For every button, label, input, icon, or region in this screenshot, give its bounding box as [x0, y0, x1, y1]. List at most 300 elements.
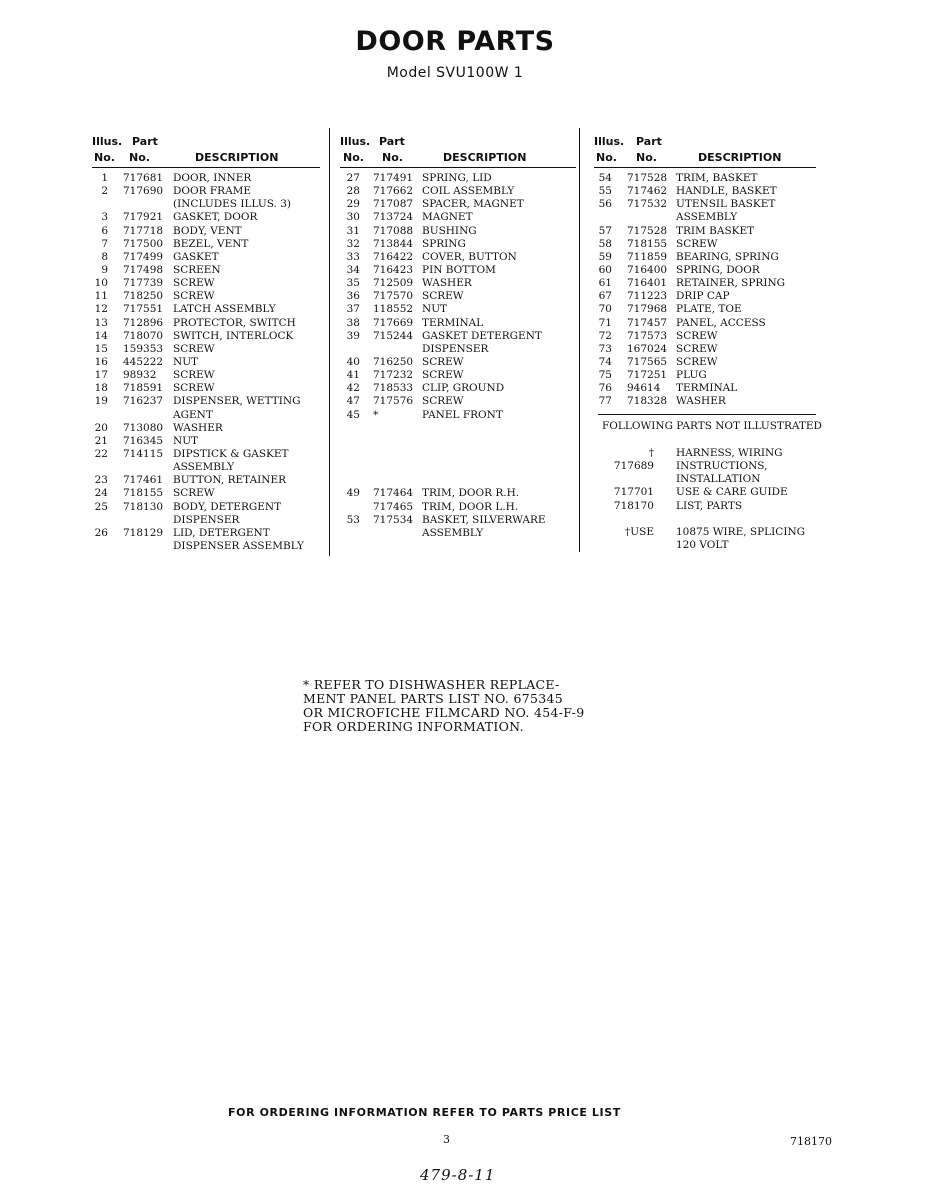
part-number: 718328: [627, 395, 668, 408]
table-row: [92, 225, 320, 238]
part-description: ASSEMBLY: [173, 461, 235, 474]
part-number: 716345: [123, 434, 164, 447]
part-description: PANEL FRONT: [422, 408, 503, 421]
table-row: [340, 514, 576, 527]
part-description: INSTALLATION: [676, 473, 761, 486]
part-description: SCREW: [173, 342, 215, 355]
part-number: 717457: [627, 316, 668, 329]
table-row: [92, 264, 320, 277]
table-row: [594, 539, 816, 552]
part-header: Part: [132, 135, 158, 148]
table-row: [92, 303, 320, 316]
illus-number: 72: [598, 329, 612, 342]
table-row: [92, 527, 320, 540]
note-line: OR MICROFICHE FILMCARD NO. 454-F-9: [303, 705, 585, 720]
part-description: SPACER, MAGNET: [422, 198, 524, 211]
part-number: 98932: [123, 369, 157, 382]
table-row: [594, 486, 816, 499]
part-description: BODY, VENT: [173, 224, 242, 237]
part-description: GASKET: [173, 250, 219, 263]
part-description: ASSEMBLY: [422, 526, 484, 539]
part-number: 718130: [123, 500, 164, 513]
illus-number: 39: [346, 329, 360, 342]
part-number: 718250: [123, 290, 164, 303]
not-illustrated-heading: FOLLOWING PARTS NOT ILLUSTRATED: [602, 420, 822, 432]
illus-number: 29: [346, 198, 360, 211]
table-row: [92, 369, 320, 382]
table-row: [92, 409, 320, 422]
part-description: WASHER: [422, 277, 472, 290]
illus-number: 22: [94, 447, 108, 460]
part-number: 717528: [627, 172, 668, 184]
illus-header: Illus.: [594, 135, 625, 148]
illus-no-header: No.: [596, 151, 617, 164]
illus-number: 74: [598, 355, 612, 368]
part-number: 718070: [123, 329, 164, 342]
table-row: [340, 238, 576, 251]
page-title: DOOR PARTS: [355, 26, 555, 57]
part-number: 712509: [373, 277, 414, 290]
ordering-footer: FOR ORDERING INFORMATION REFER TO PARTS PRICE LIST: [228, 1106, 621, 1119]
illus-number: 30: [346, 211, 360, 224]
part-description: PROTECTOR, SWITCH: [173, 316, 296, 329]
part-description: SPRING: [422, 237, 466, 250]
part-description: TERMINAL: [676, 382, 738, 395]
table-row: [594, 172, 816, 185]
table-row: [340, 211, 576, 224]
illus-number: 6: [101, 224, 108, 237]
part-description: USE & CARE GUIDE: [676, 486, 788, 499]
table-row: [340, 290, 576, 303]
part-description: SWITCH, INTERLOCK: [173, 329, 294, 342]
part-number: 717681: [123, 172, 164, 184]
handwritten-annotation: 479-8-11: [420, 1166, 496, 1184]
part-number: 718155: [627, 237, 668, 250]
part-description: DIPSTICK & GASKET: [173, 447, 289, 460]
part-number: 716422: [373, 250, 414, 263]
part-number: 717701: [613, 486, 654, 499]
part-description: DISPENSER: [422, 342, 489, 355]
column-divider: [329, 128, 330, 556]
table-row: [92, 198, 320, 211]
table-row: [594, 395, 816, 408]
description-header: DESCRIPTION: [698, 151, 782, 164]
part-description: HARNESS, WIRING: [676, 447, 783, 459]
not-illustrated-list: [594, 447, 816, 552]
table-row: [340, 409, 576, 422]
table-row: [594, 198, 816, 211]
part-number: 717534: [373, 513, 414, 526]
illus-header: Illus.: [92, 135, 123, 148]
table-row: [340, 422, 576, 435]
table-row: [594, 264, 816, 277]
part-number: 717576: [373, 395, 414, 408]
part-description: SCREW: [676, 329, 718, 342]
part-description: PLUG: [676, 369, 707, 382]
illus-number: 45: [346, 408, 360, 421]
table-row: [594, 317, 816, 330]
table-row: [340, 277, 576, 290]
table-row: [92, 461, 320, 474]
table-row: [340, 474, 576, 487]
part-description: NUT: [173, 355, 199, 368]
table-row: [340, 303, 576, 316]
part-number: 714115: [123, 447, 164, 460]
table-row: [594, 343, 816, 356]
illus-number: 60: [598, 263, 612, 276]
part-number: 94614: [627, 382, 661, 395]
illus-number: 49: [346, 487, 360, 500]
table-row: [92, 238, 320, 251]
illus-number: 59: [598, 250, 612, 263]
part-number: 718155: [123, 487, 164, 500]
illus-number: 19: [94, 395, 108, 408]
part-description: LIST, PARTS: [676, 499, 743, 512]
table-row: [92, 185, 320, 198]
illus-number: 2: [101, 185, 108, 198]
part-number: 717464: [373, 487, 414, 500]
illus-number: 26: [94, 526, 108, 539]
part-number: 717251: [627, 369, 668, 382]
part-no-header: No.: [382, 151, 403, 164]
illus-number: 28: [346, 185, 360, 198]
part-number: 711859: [627, 250, 668, 263]
table-row: [594, 330, 816, 343]
part-number: †: [648, 447, 654, 459]
part-no-header: No.: [636, 151, 657, 164]
part-description: NUT: [422, 303, 448, 316]
note-line: * REFER TO DISHWASHER REPLACE-: [303, 677, 560, 692]
description-header: DESCRIPTION: [195, 151, 279, 164]
table-row: [594, 238, 816, 251]
illus-number: 21: [94, 434, 108, 447]
part-number: 717662: [373, 185, 414, 198]
table-row: [92, 395, 320, 408]
part-description: 120 VOLT: [676, 538, 729, 551]
part-description: 10875 WIRE, SPLICING: [676, 525, 806, 538]
part-number: 716423: [373, 263, 414, 276]
part-header: Part: [636, 135, 662, 148]
illus-number: 27: [346, 172, 360, 184]
part-description: TRIM BASKET: [676, 224, 755, 237]
part-description: LATCH ASSEMBLY: [173, 303, 276, 316]
table-row: [340, 395, 576, 408]
illus-no-header: No.: [343, 151, 364, 164]
table-row: [594, 500, 816, 513]
part-description: BUSHING: [422, 224, 477, 237]
table-row: [594, 225, 816, 238]
illus-number: 10: [94, 277, 108, 290]
parts-column-2: [340, 135, 576, 540]
part-number: 717499: [123, 250, 164, 263]
illus-number: 38: [346, 316, 360, 329]
part-description: SCREW: [173, 382, 215, 395]
part-description: AGENT: [173, 408, 213, 421]
table-row: [340, 527, 576, 540]
illus-header: Illus.: [340, 135, 371, 148]
part-description: CLIP, GROUND: [422, 382, 505, 395]
table-row: [594, 369, 816, 382]
part-description: PIN BOTTOM: [422, 263, 496, 276]
part-description: BUTTON, RETAINER: [173, 474, 287, 487]
part-number: 717573: [627, 329, 668, 342]
part-number: 717718: [123, 224, 164, 237]
illus-number: 20: [94, 421, 108, 434]
part-number: 716237: [123, 395, 164, 408]
part-description: DRIP CAP: [676, 290, 730, 303]
illus-no-header: No.: [94, 151, 115, 164]
table-row: [92, 474, 320, 487]
part-number: 159353: [123, 342, 164, 355]
part-number: 718129: [123, 526, 164, 539]
illus-number: 3: [101, 211, 108, 224]
part-description: BEZEL, VENT: [173, 237, 249, 250]
table-row: [92, 448, 320, 461]
part-number: 715244: [373, 329, 414, 342]
illus-number: 54: [598, 172, 612, 184]
table-row: [92, 317, 320, 330]
illus-number: 76: [598, 382, 612, 395]
illus-number: 33: [346, 250, 360, 263]
table-row: [340, 343, 576, 356]
part-number: 717528: [627, 224, 668, 237]
illus-number: 34: [346, 263, 360, 276]
part-description: DOOR, INNER: [173, 172, 252, 184]
part-number: 717690: [123, 185, 164, 198]
parts-column-3: [594, 135, 816, 409]
parts-rows: [340, 172, 576, 540]
table-row: [92, 330, 320, 343]
column-header: [594, 135, 816, 168]
part-description: GASKET DETERGENT: [422, 329, 542, 342]
part-description: HANDLE, BASKET: [676, 185, 777, 198]
part-number: 717570: [373, 290, 414, 303]
part-number: 713844: [373, 237, 414, 250]
part-description: SCREW: [173, 369, 215, 382]
parts-rows: [594, 172, 816, 409]
part-number: 717232: [373, 369, 414, 382]
part-description: SCREW: [676, 237, 718, 250]
illus-number: 18: [94, 382, 108, 395]
page-number: 3: [443, 1133, 450, 1146]
part-description: INSTRUCTIONS,: [676, 460, 768, 473]
illus-number: 1: [101, 172, 108, 184]
part-description: DOOR FRAME: [173, 185, 252, 198]
part-description: SPRING, LID: [422, 172, 492, 184]
table-row: [340, 435, 576, 448]
table-row: [92, 343, 320, 356]
illus-number: 41: [346, 369, 360, 382]
table-row: [340, 382, 576, 395]
illus-number: 17: [94, 369, 108, 382]
part-number: *: [373, 408, 379, 421]
table-row: [594, 303, 816, 316]
illus-number: 70: [598, 303, 612, 316]
part-number: 717462: [627, 185, 668, 198]
part-number: †USE: [625, 525, 654, 538]
illus-number: 25: [94, 500, 108, 513]
divider: [598, 414, 816, 415]
table-row: [594, 447, 816, 460]
table-row: [92, 211, 320, 224]
illus-number: 73: [598, 342, 612, 355]
part-number: 717565: [627, 355, 668, 368]
part-description: SCREW: [422, 395, 464, 408]
part-number: 118552: [373, 303, 414, 316]
illus-number: 67: [598, 290, 612, 303]
part-number: 713080: [123, 421, 164, 434]
part-description: SCREW: [173, 487, 215, 500]
table-row: [92, 540, 320, 553]
table-row: [340, 264, 576, 277]
part-number: 717461: [123, 474, 164, 487]
part-description: UTENSIL BASKET: [676, 198, 776, 211]
part-number: 711223: [627, 290, 668, 303]
part-description: SPRING, DOOR: [676, 263, 760, 276]
part-description: LID, DETERGENT: [173, 526, 270, 539]
illus-number: 47: [346, 395, 360, 408]
illus-number: 37: [346, 303, 360, 316]
part-number: 445222: [123, 355, 164, 368]
table-row: [594, 513, 816, 526]
table-row: [594, 185, 816, 198]
part-number: 712896: [123, 316, 164, 329]
part-description: TRIM, BASKET: [676, 172, 758, 184]
illus-number: 13: [94, 316, 108, 329]
table-row: [594, 211, 816, 224]
table-row: [594, 251, 816, 264]
table-row: [340, 317, 576, 330]
illus-number: 56: [598, 198, 612, 211]
illus-number: 55: [598, 185, 612, 198]
part-description: DISPENSER ASSEMBLY: [173, 539, 304, 552]
table-row: [340, 198, 576, 211]
part-description: PANEL, ACCESS: [676, 316, 766, 329]
part-description: SCREW: [676, 355, 718, 368]
part-number: 717921: [123, 211, 164, 224]
illus-number: 61: [598, 277, 612, 290]
part-description: GASKET, DOOR: [173, 211, 258, 224]
table-row: [92, 514, 320, 527]
illus-number: 77: [598, 395, 612, 408]
part-description: TRIM, DOOR L.H.: [422, 500, 519, 513]
table-row: [594, 460, 816, 473]
part-description: DISPENSER, WETTING: [173, 395, 301, 408]
table-row: [340, 369, 576, 382]
note-line: MENT PANEL PARTS LIST NO. 675345: [303, 691, 563, 706]
parts-rows: [92, 172, 320, 553]
table-row: [92, 501, 320, 514]
part-description: NUT: [173, 434, 199, 447]
table-row: [340, 448, 576, 461]
table-row: [92, 487, 320, 500]
table-row: [340, 487, 576, 500]
part-description: ASSEMBLY: [676, 211, 738, 224]
part-number: 167024: [627, 342, 668, 355]
part-number: 717500: [123, 237, 164, 250]
table-row: [340, 356, 576, 369]
part-description: WASHER: [173, 421, 223, 434]
part-description: WASHER: [676, 395, 726, 408]
part-number: 717689: [613, 460, 654, 473]
replacement-panel-note: [303, 678, 584, 734]
illus-number: 53: [346, 513, 360, 526]
part-description: BODY, DETERGENT: [173, 500, 282, 513]
table-row: [92, 277, 320, 290]
part-description: BEARING, SPRING: [676, 250, 779, 263]
part-number: 717968: [627, 303, 668, 316]
description-header: DESCRIPTION: [443, 151, 527, 164]
part-number: 713724: [373, 211, 414, 224]
part-description: SCREW: [422, 355, 464, 368]
part-description: SCREW: [173, 290, 215, 303]
part-description: SCREW: [173, 277, 215, 290]
part-number: 718533: [373, 382, 414, 395]
table-row: [340, 172, 576, 185]
part-number: 716400: [627, 263, 668, 276]
part-description: MAGNET: [422, 211, 473, 224]
part-number: 716401: [627, 277, 668, 290]
part-description: TRIM, DOOR R.H.: [422, 487, 520, 500]
part-number: 717739: [123, 277, 164, 290]
part-description: DISPENSER: [173, 513, 240, 526]
table-row: [594, 277, 816, 290]
table-row: [92, 422, 320, 435]
part-number: 717551: [123, 303, 164, 316]
illus-number: 24: [94, 487, 108, 500]
table-row: [340, 225, 576, 238]
part-description: SCREW: [422, 290, 464, 303]
illus-number: 15: [94, 342, 108, 355]
part-description: TERMINAL: [422, 316, 484, 329]
table-row: [340, 461, 576, 474]
document-number: 718170: [790, 1135, 832, 1148]
part-number: 717498: [123, 263, 164, 276]
table-row: [92, 356, 320, 369]
part-number: 718591: [123, 382, 164, 395]
table-row: [92, 172, 320, 185]
part-number: 717088: [373, 224, 414, 237]
part-no-header: No.: [129, 151, 150, 164]
table-row: [594, 473, 816, 486]
illus-number: 71: [598, 316, 612, 329]
note-line: FOR ORDERING INFORMATION.: [303, 719, 524, 734]
illus-number: 36: [346, 290, 360, 303]
illus-number: 16: [94, 355, 108, 368]
part-number: 717087: [373, 198, 414, 211]
part-header: Part: [379, 135, 405, 148]
illus-number: 12: [94, 303, 108, 316]
column-header: [340, 135, 576, 168]
part-number: 716250: [373, 355, 414, 368]
part-description: RETAINER, SPRING: [676, 277, 786, 290]
table-row: [594, 382, 816, 395]
illus-number: 31: [346, 224, 360, 237]
table-row: [594, 356, 816, 369]
part-number: 717669: [373, 316, 414, 329]
table-row: [92, 435, 320, 448]
part-description: (INCLUDES ILLUS. 3): [173, 198, 291, 211]
illus-number: 58: [598, 237, 612, 250]
table-row: [340, 330, 576, 343]
illus-number: 23: [94, 474, 108, 487]
column-divider: [579, 128, 580, 552]
illus-number: 14: [94, 329, 108, 342]
part-description: PLATE, TOE: [676, 303, 742, 316]
table-row: [92, 251, 320, 264]
illus-number: 57: [598, 224, 612, 237]
table-row: [340, 185, 576, 198]
